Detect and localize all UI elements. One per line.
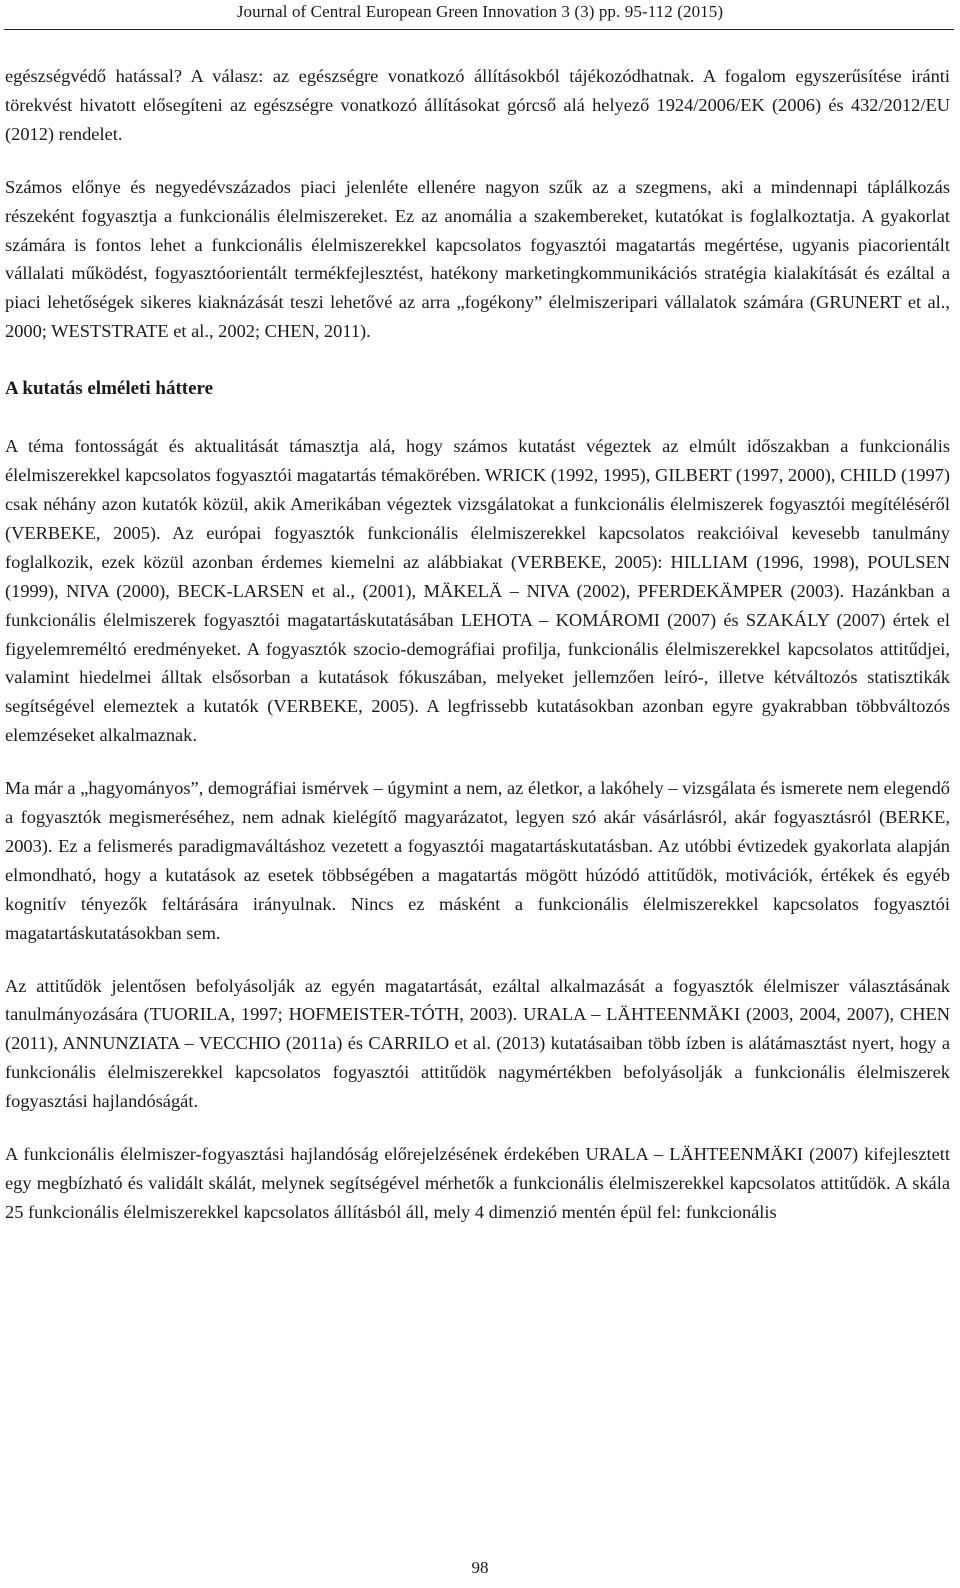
paragraph-2: Számos előnye és negyedévszázados piaci jelenléte ellenére nagyon szűk az a szegmens, aki a mindennapi táplálkozás részeként fogyasztja a funkcionális élelmiszereket. Ez az anomália a szakembereket, kutatókat is foglalkoztatja. A gyakorlat számára is fontos lehet a funkcionális élelmiszerekkel kapcsolatos fogyasztói magatartás megértése, ugyanis piacorientált vállalati működést, fogyasztóorientált termékfejlesztést, hatékony marketingkommunikációs stratégia kialakítását és ezáltal a piaci lehetőségek sikeres kiaknázását teszi lehetővé az arra „fogékony” élelmiszeripari vállalatok számára (GRUNERT et al., 2000; WESTSTRATE et al., 2002; CHEN, 2011). [5,176,950,342]
paragraph-6: A funkcionális élelmiszer-fogyasztási hajlandóság előrejelzésének érdekében URALA – LÄHTEENMÄKI (2007) kifejlesztett egy megbízható és validált skálát, melynek segítségével mérhetők a funkcionális élelmiszerekkel kapcsolatos attitűdök. A skála 25 funkcionális élelmiszerekkel kapcsolatos állításból áll, mely 4 dimenzió mentén épül fel: funkcionális [5,1144,950,1222]
page-number: 98 [471,1558,489,1577]
section-heading: A kutatás elméleti háttere [5,378,214,400]
paragraph-5: Az attitűdök jelentősen befolyásolják az egyén magatartását, ezáltal alkalmazását a fogyasztók élelmiszer választásának tanulmányozására (TUORILA, 1997; HOFMEISTER-TÓTH, 2003). URALA – LÄHTEENMÄKI (2003, 2004, 2007), CHEN (2011), ANNUNZIATA – VECCHIO (2011a) és CARRILO et al. (2013) kutatásaiban több ízben is alátámasztást nyert, hogy a funkcionális élelmiszerekkel kapcsolatos fogyasztói attitűdök nagymértékben befolyásolják a funkcionális élelmiszerek fogyasztási hajlandóságát. [5,975,950,1112]
paragraph-4: Ma már a „hagyományos”, demográfiai ismérvek – úgymint a nem, az életkor, a lakóhely – vizsgálata és ismerete nem elegendő a fogyasztók megismeréséhez, nem adnak kielégítő magyarázatot, legyen szó akár vásárlásról, akár fogyasztásról (BERKE, 2003). Ez a felismerés paradigmaváltáshoz vezetett a fogyasztói magatartáskutatásban. Az utóbbi évtizedek gyakorlata alapján elmondható, hogy a kutatások az esetek többségében a magatartás mögött húzódó attitűdök, motivációk, értékek és egyéb kognitív tényezők feltárására irányulnak. Nincs ez másként a funkcionális élelmiszerekkel kapcsolatos fogyasztói magatartáskutatásokban sem. [5,778,950,943]
paragraph-1: egészségvédő hatással? A válasz: az egészségre vonatkozó állításokból tájékozódhatnak. A fogalom egyszerűsítése iránti törekvést hivatott elősegíteni az egészségre vonatkozó állításokat górcső alá helyező 1924/2006/EK (2006) és 432/2012/EU (2012) rendelet. [5,66,950,144]
page-content [5,62,950,1227]
running-header: Journal of Central European Green Innovation 3 (3) pp. 95-112 (2015) [236,2,724,21]
header-rule [4,29,954,30]
paragraph-3: A téma fontosságát és aktualitását támasztja alá, hogy számos kutatást végeztek az elmúlt időszakban a funkcionális élelmiszerekkel kapcsolatos fogyasztói magatartás témakörében. WRICK (1992, 1995), GILBERT (1997, 2000), CHILD (1997) csak néhány azon kutatók közül, akik Amerikában végeztek vizsgálatokat a funkcionális élelmiszerek fogyasztói megítéléséről (VERBEKE, 2005). Az európai fogyasztók funkcionális élelmiszerekkel kapcsolatos reakcióival kevesebb tanulmány foglalkozik, ezek közül azonban érdemes kiemelni az alábbiakat (VERBEKE, 2005): HILLIAM (1996, 1998), POULSEN (1999), NIVA (2000), BECK-LARSEN et al., (2001), MÄKELÄ – NIVA (2002), PFERDEKÄMPER (2003). Hazánkban a funkcionális élelmiszerek fogyasztói magatartáskutatásában LEHOTA – KOMÁROMI (2007) és SZAKÁLY (2007) értek el figyelemreméltó eredményeket. A fogyasztók szocio-demográfiai profilja, funkcionális élelmiszerekkel kapcsolatos attitűdjei, valamint hiedelmei álltak elsősorban a kutatások fókuszában, melyeket jellemzően leíró-, illetve kétváltozós statisztikák segítségével elemeztek a kutatók (VERBEKE, 2005). A legfrissebb kutatásokban azonban egyre gyakrabban többváltozós elemzéseket alkalmaznak. [5,436,950,746]
